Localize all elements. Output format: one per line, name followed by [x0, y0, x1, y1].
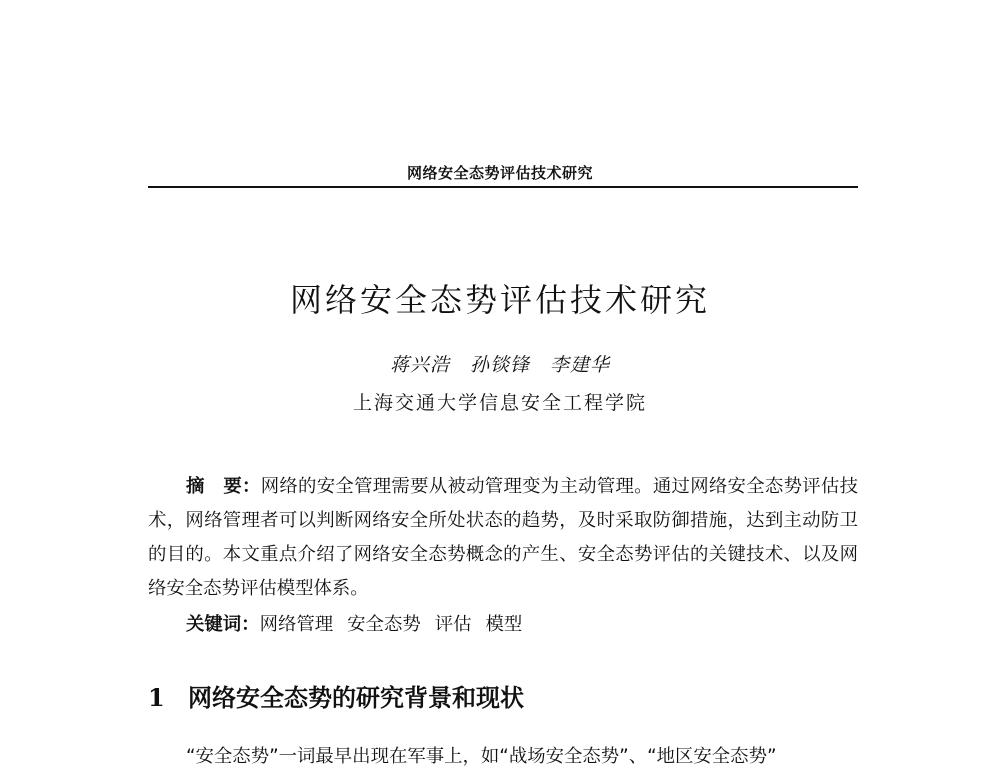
abstract-text: 网络的安全管理需要从被动管理变为主动管理。通过网络安全态势评估技术，网络管理者可以判断网络安全所处状态的趋势，及时采取防御措施，达到主动防卫的目的。本文重点介绍了网络安全态势概念的产生、安全态势评估的关键技术、以及网络安全态势评估模型体系。 [148, 476, 858, 599]
section-title: 网络安全态势的研究背景和现状 [188, 684, 524, 712]
body-text-partial: “安全态势”一词最早出现在军事上，如“战场安全态势”、“地区安全态势” [186, 746, 777, 767]
keyword: 模型 [485, 614, 523, 635]
running-header: 网络安全态势评估技术研究 [406, 164, 593, 182]
section-number: 1 [148, 683, 165, 712]
header-rule [148, 186, 858, 188]
keyword: 安全态势 [347, 614, 421, 635]
abstract-label: 摘 要： [186, 476, 261, 497]
keyword: 评估 [434, 614, 472, 635]
authors: 蒋兴浩 孙锬锋 李建华 [389, 354, 610, 376]
affiliation: 上海交通大学信息安全工程学院 [352, 392, 647, 414]
keywords [186, 610, 536, 636]
paper-title: 网络安全态势评估技术研究 [289, 281, 710, 320]
keywords-label: 关键词： [186, 614, 260, 635]
abstract [148, 470, 858, 606]
keyword: 网络管理 [259, 614, 334, 635]
section-heading [148, 678, 524, 713]
